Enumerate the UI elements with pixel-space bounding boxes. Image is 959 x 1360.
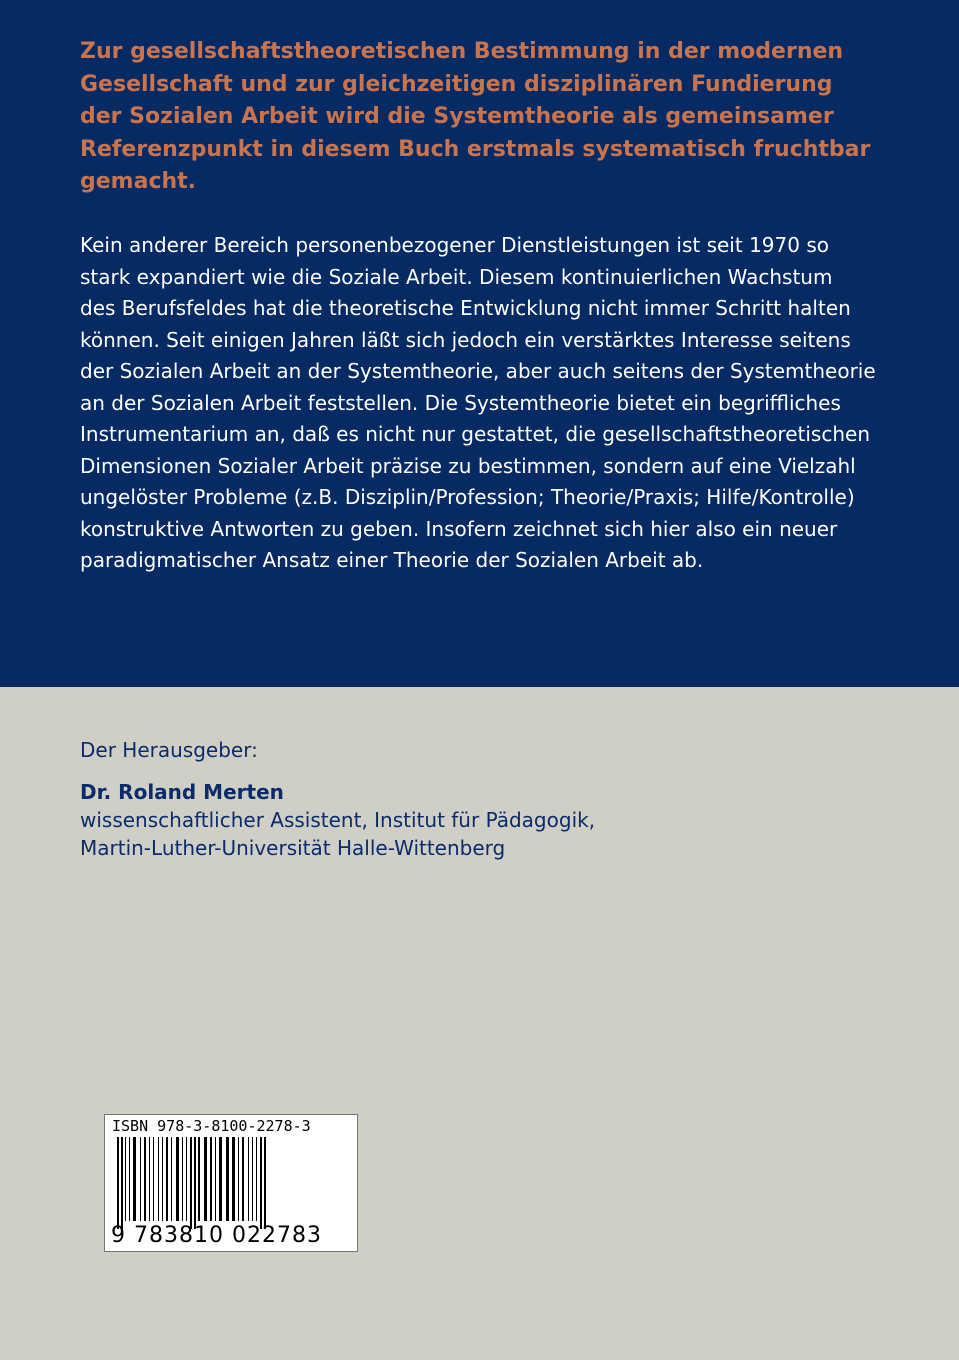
barcode-bar: [238, 1137, 239, 1221]
barcode-bar: [248, 1137, 249, 1221]
barcode-bar: [140, 1137, 141, 1221]
body-line: stark expandiert wie die Soziale Arbeit. Diesem kontinuierlichen Wachstum: [80, 264, 833, 289]
lead-line: Zur gesellschaftstheoretischen Bestimmung in der modernen: [80, 39, 844, 64]
barcode-bar: [133, 1137, 136, 1221]
barcode-bar: [144, 1137, 146, 1221]
body-line: an der Sozialen Arbeit feststellen. Die Systemtheorie bietet ein begriffliches: [80, 390, 841, 415]
editor-label: Der Herausgeber:: [80, 738, 258, 762]
description-paragraph: [80, 230, 900, 577]
body-line: Dimensionen Sozialer Arbeit präzise zu bestimmen, sondern auf eine Vielzahl: [80, 453, 856, 478]
barcode-bar: [226, 1137, 229, 1221]
body-line: konstruktive Antworten zu geben. Insofern zeichnet sich hier also ein neuer: [80, 516, 838, 541]
isbn-label: ISBN 978-3-8100-2278-3: [112, 1117, 311, 1135]
barcode-bar: [186, 1137, 187, 1221]
barcode-bar: [232, 1137, 235, 1221]
lead-line: der Sozialen Arbeit wird die Systemtheorie als gemeinsamer: [80, 104, 834, 129]
barcode-bar: [204, 1137, 207, 1221]
barcode-bar: [117, 1137, 119, 1229]
barcode-bar: [153, 1137, 154, 1221]
barcode-bar: [190, 1137, 192, 1229]
lead-paragraph: [80, 36, 900, 199]
barcode-bar: [166, 1137, 168, 1221]
body-line: können. Seit einigen Jahren läßt sich jedoch ein verstärktes Interesse seitens: [80, 327, 851, 352]
lead-line: Gesellschaft und zur gleichzeitigen disziplinären Fundierung: [80, 71, 833, 97]
barcode-bar: [260, 1137, 262, 1229]
barcode-bar: [162, 1137, 163, 1221]
barcode-bar: [129, 1137, 130, 1221]
barcode-bar: [121, 1137, 123, 1229]
barcode-bar: [182, 1137, 183, 1221]
barcode-bar: [264, 1137, 266, 1229]
barcode-bar: [252, 1137, 253, 1221]
barcode-bar: [171, 1137, 172, 1221]
body-line: paradigmatischer Ansatz einer Theorie der Sozialen Arbeit ab.: [80, 548, 704, 572]
barcode-bar: [149, 1137, 150, 1221]
body-line: der Sozialen Arbeit an der Systemtheorie, aber auch seitens der Systemtheorie: [80, 359, 876, 383]
editor-name: Dr. Roland Merten: [80, 780, 284, 804]
body-line: des Berufsfeldes hat die theoretische Entwicklung nicht immer Schritt halten: [80, 296, 851, 320]
editor-role: wissenschaftlicher Assistent, Institut für Pädagogik,: [80, 808, 596, 832]
barcode-bar: [210, 1137, 212, 1221]
barcode-bar: [256, 1137, 257, 1221]
body-line: Instrumentarium an, daß es nicht nur gestattet, die gesellschaftstheoretischen: [80, 422, 870, 446]
barcode-bar: [176, 1137, 179, 1221]
barcode-bar: [125, 1137, 126, 1221]
barcode-bar: [219, 1137, 222, 1221]
barcode-bar: [198, 1137, 200, 1221]
barcode-bar: [194, 1137, 196, 1229]
isbn-barcode: [104, 1114, 358, 1252]
barcode-bar: [158, 1137, 159, 1221]
ean-digits: 9 783810 022783: [111, 1223, 322, 1248]
editor-institution: Martin-Luther-Universität Halle-Wittenberg: [80, 836, 506, 860]
barcode-bar: [242, 1137, 244, 1221]
body-line: ungelöster Probleme (z.B. Disziplin/Profession; Theorie/Praxis; Hilfe/Kontrolle): [80, 485, 855, 509]
body-line: Kein anderer Bereich personenbezogener Dienstleistungen ist seit 1970 so: [80, 233, 829, 257]
lead-line: Referenzpunkt in diesem Buch erstmals systematisch fruchtbar: [80, 136, 871, 162]
lead-line: gemacht.: [80, 169, 197, 194]
barcode-bar: [215, 1137, 216, 1221]
